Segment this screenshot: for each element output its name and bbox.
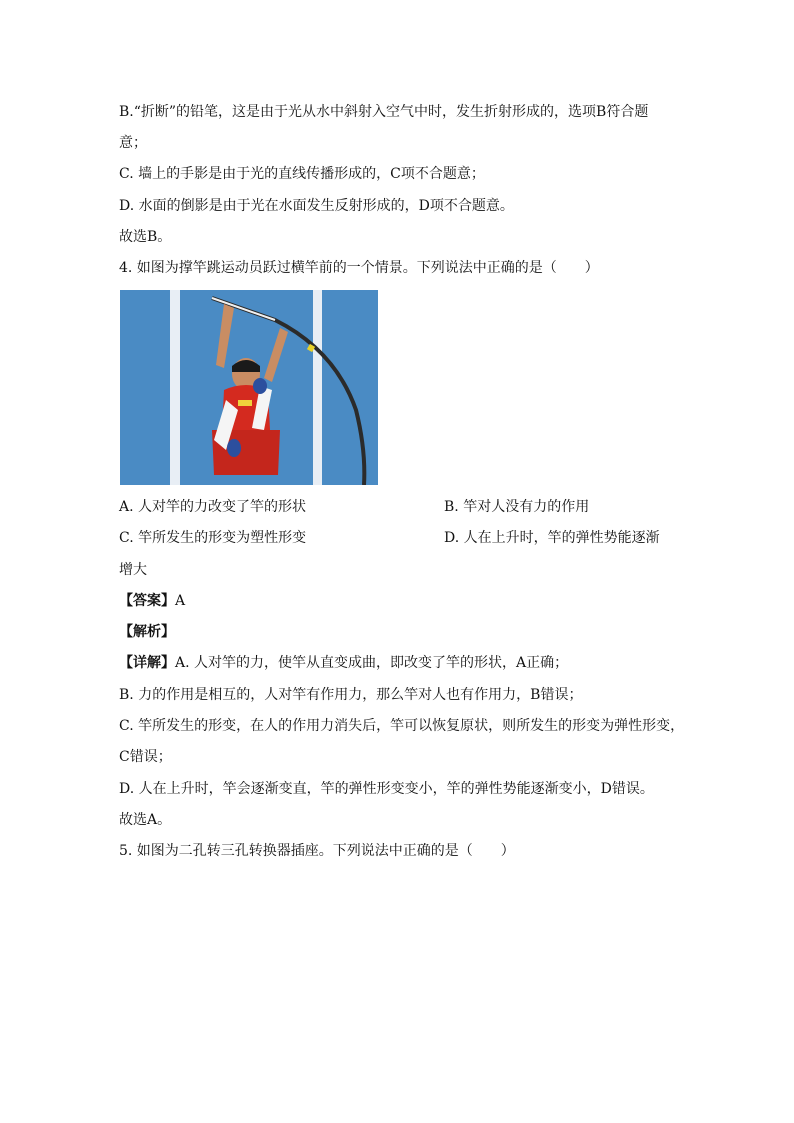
option-a: A. 人对竿的力改变了竿的形状	[119, 499, 307, 515]
answer-value: A	[175, 593, 186, 609]
line-prev-b: B.“折断”的铅笔，这是由于光从水中斜射入空气中时，发生折射形成的，选项B符合题	[119, 104, 649, 120]
analysis-c: C. 竿所发生的形变，在人的作用力消失后，竿可以恢复原状，则所发生的形变为弹性形变，	[119, 718, 685, 734]
detail-label: 【详解】	[119, 655, 175, 671]
question-5: 5. 如图为二孔转三孔转换器插座。下列说法中正确的是（ ）	[119, 843, 515, 859]
detail-text: A. 人对竿的力，使竿从直变成曲，即改变了竿的形状，A正确；	[175, 655, 569, 671]
answer-line	[119, 591, 185, 611]
analysis-b: B. 力的作用是相互的，人对竿有作用力，那么竿对人也有作用力，B错误；	[119, 687, 583, 703]
analysis-c-cont: C错误；	[119, 749, 172, 765]
option-c: C. 竿所发生的形变为塑性形变	[119, 530, 307, 546]
analysis-label: 【解析】	[119, 624, 175, 640]
line-prev-conclusion: 故选B。	[119, 229, 172, 245]
analysis-conclusion: 故选A。	[119, 812, 172, 828]
line-prev-d: D. 水面的倒影是由于光在水面发生反射形成的，D项不合题意。	[119, 198, 514, 214]
answer-label: 【答案】	[119, 593, 175, 609]
detail-line	[119, 653, 568, 673]
question-4: 4. 如图为撑竿跳运动员跃过横竿前的一个情景。下列说法中正确的是（ ）	[119, 260, 599, 276]
analysis-d: D. 人在上升时，竿会逐渐变直，竿的弹性形变变小，竿的弹性势能逐渐变小，D错误。	[119, 781, 654, 797]
line-prev-c: C. 墙上的手影是由于光的直线传播形成的，C项不合题意；	[119, 166, 485, 182]
option-b: B. 竿对人没有力的作用	[444, 499, 590, 515]
option-d-cont: 增大	[119, 562, 147, 578]
option-d: D. 人在上升时，竿的弹性势能逐渐	[444, 530, 660, 546]
pole-vault-photo	[120, 290, 378, 485]
line-prev-b-cont: 意；	[119, 135, 147, 151]
